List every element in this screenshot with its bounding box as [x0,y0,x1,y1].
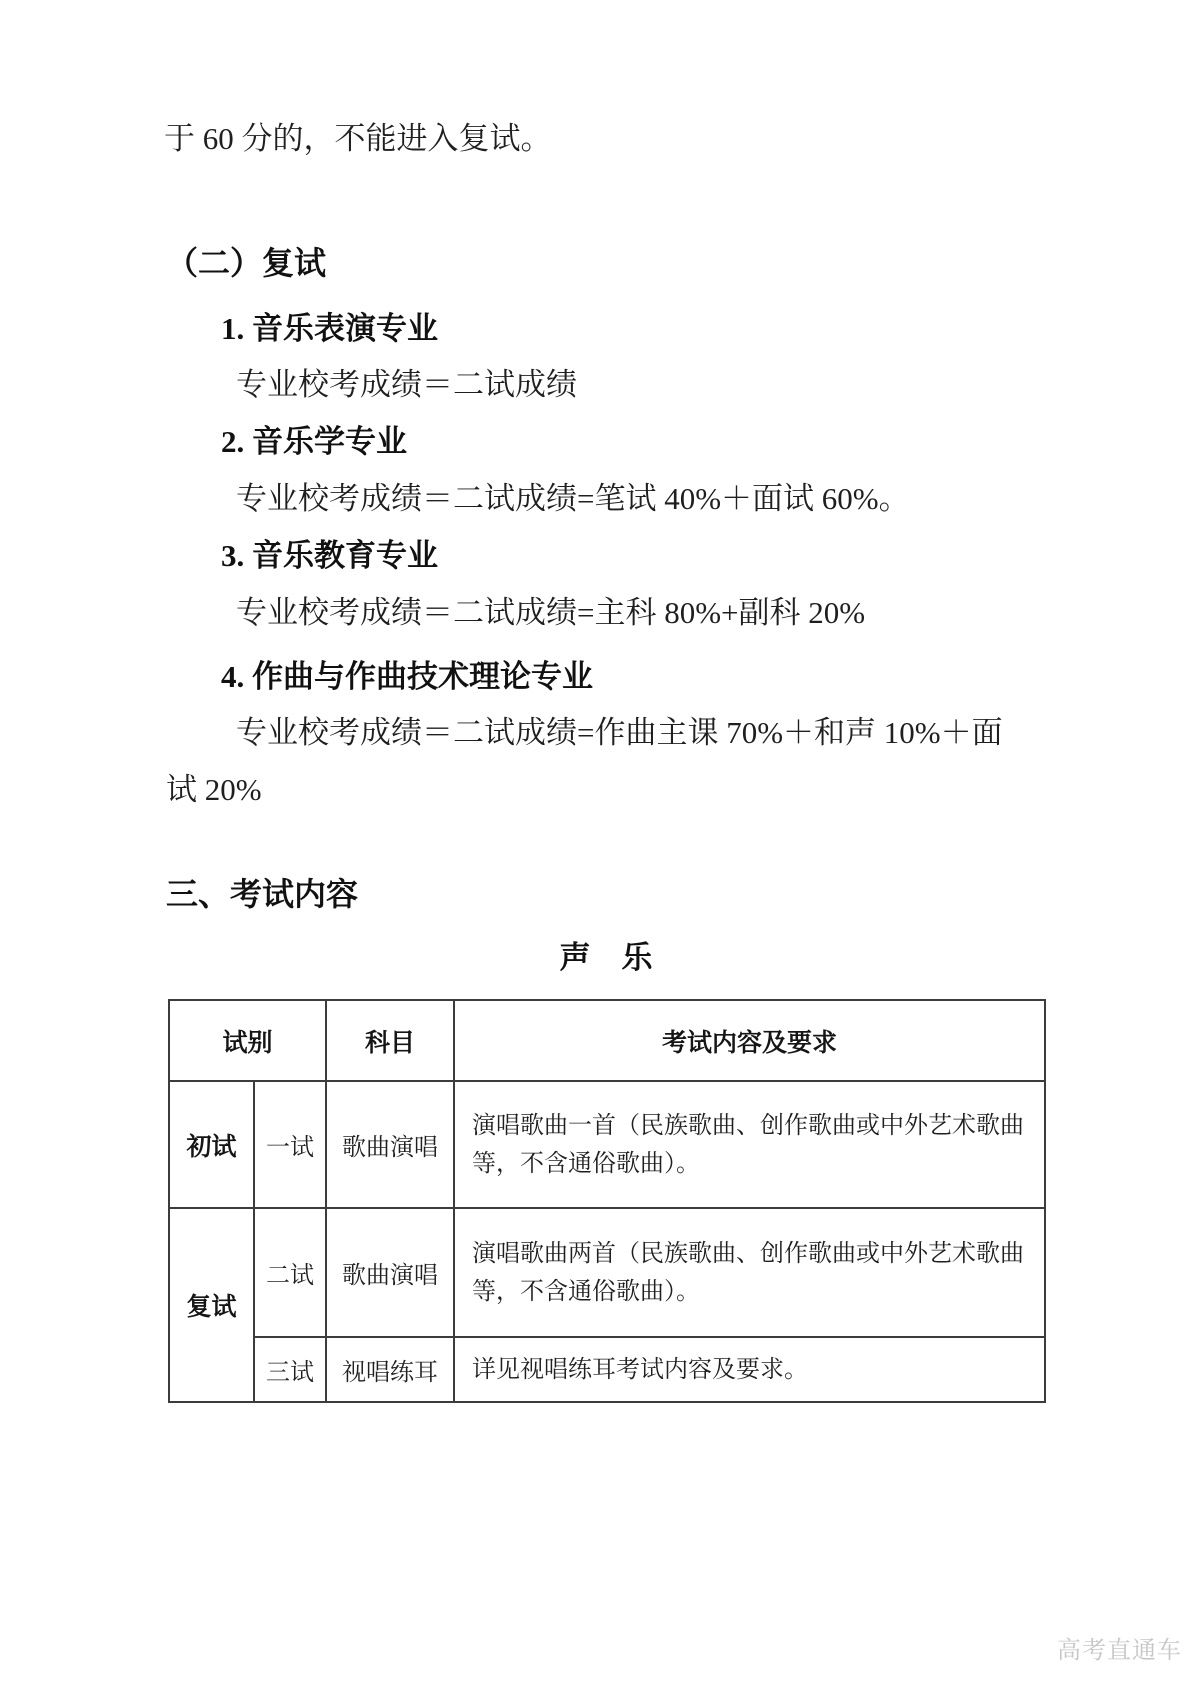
table-header-row [169,1000,1045,1081]
retest-section-heading: （二）复试 [166,245,327,281]
requirement-cell-row2: 演唱歌曲两首（民族歌曲、创作歌曲或中外艺术歌曲等，不含通俗歌曲）。 [454,1208,1045,1337]
item-4-formula-line-1: 专业校考成绩＝二试成绩=作曲主课 70%＋和声 10%＋面 [236,715,1003,750]
subject-cell-row3: 视唱练耳 [326,1337,454,1402]
exam-content-section-heading: 三、考试内容 [166,876,359,912]
item-3-heading: 3. 音乐教育专业 [221,538,438,573]
item-2-heading: 2. 音乐学专业 [221,424,407,459]
stage-fushi-cell: 复试 [169,1208,254,1402]
item-3-formula: 专业校考成绩＝二试成绩=主科 80%+副科 20% [236,595,866,630]
subject-cell-row1: 歌曲演唱 [326,1081,454,1208]
subject-cell-row2: 歌曲演唱 [326,1208,454,1337]
item-1-formula: 专业校考成绩＝二试成绩 [236,367,577,402]
table-row [169,1208,1045,1337]
table-row [169,1081,1045,1208]
header-subject: 科目 [326,1000,454,1081]
stage-chushi-cell: 初试 [169,1081,254,1208]
table-row [169,1337,1045,1402]
header-round-group: 试别 [169,1000,326,1081]
round-sanshi-cell: 三试 [254,1337,326,1402]
vocal-table-title: 声 乐 [559,940,653,975]
round-ershi-cell: 二试 [254,1208,326,1337]
requirement-cell-row1: 演唱歌曲一首（民族歌曲、创作歌曲或中外艺术歌曲等，不含通俗歌曲）。 [454,1081,1045,1208]
item-1-heading: 1. 音乐表演专业 [221,311,438,346]
item-2-formula: 专业校考成绩＝二试成绩=笔试 40%＋面试 60%。 [236,481,910,516]
item-4-formula-line-2: 试 20% [166,772,262,807]
intro-continuation-line: 于 60 分的，不能进入复试。 [164,121,552,156]
round-yishi-cell: 一试 [254,1081,326,1208]
item-4-heading: 4. 作曲与作曲技术理论专业 [221,659,593,694]
vocal-exam-table [168,999,1046,1403]
requirement-cell-row3: 详见视唱练耳考试内容及要求。 [454,1337,1045,1402]
header-requirements: 考试内容及要求 [454,1000,1045,1081]
watermark-text: 高考直通车 [1057,1637,1182,1664]
